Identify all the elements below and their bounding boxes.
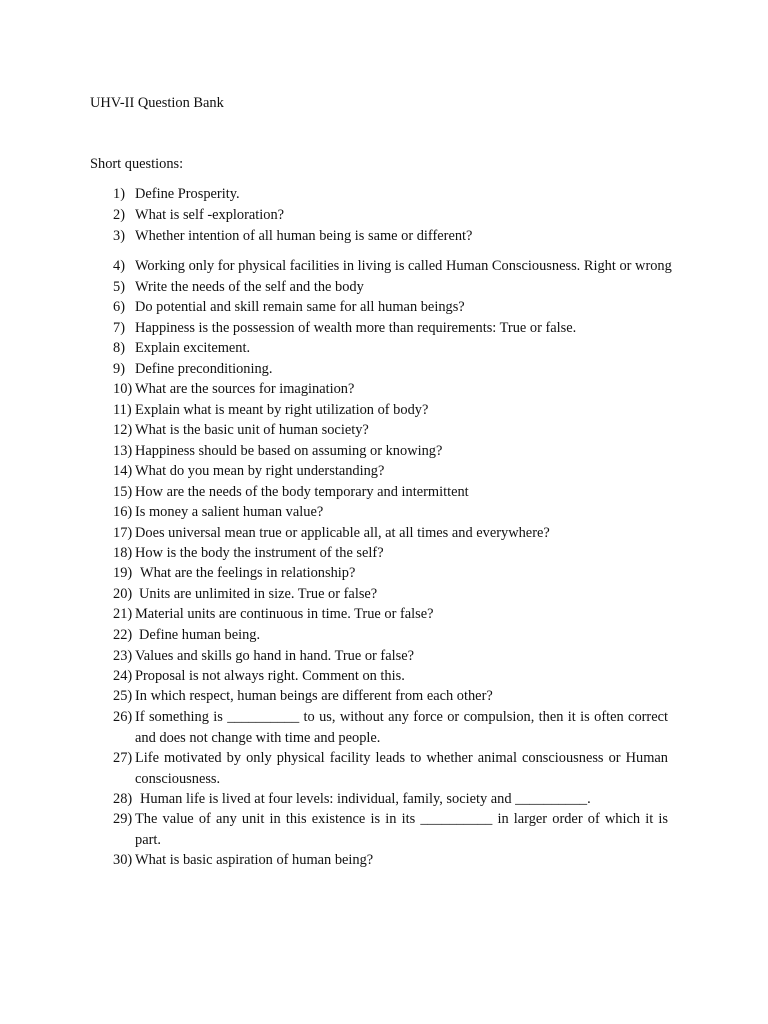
question-text: Happiness should be based on assuming or knowing? <box>135 443 443 459</box>
question-text: How are the needs of the body temporary and intermittent <box>135 484 469 500</box>
question-text: The value of any unit in this existence is in its __________ in larger order of which it is part. <box>135 811 668 848</box>
question-number: 22) <box>113 627 133 643</box>
question-text: Working only for physical facilities in living is called Human Consciousness. Right or wrong <box>135 258 672 274</box>
question-text: Explain what is meant by right utilization of body? <box>135 402 429 418</box>
question-text: Explain excitement. <box>135 340 251 356</box>
question-number: 19) <box>113 565 133 581</box>
question-text: Proposal is not always right. Comment on this. <box>135 668 405 684</box>
question-number: 13) <box>113 443 133 459</box>
question-text: Values and skills go hand in hand. True or false? <box>135 648 414 664</box>
question-number: 16) <box>113 504 133 520</box>
question-text: What are the sources for imagination? <box>135 381 355 397</box>
question-text: In which respect, human beings are different from each other? <box>135 688 493 704</box>
section-heading: Short questions: <box>90 156 184 172</box>
question-text: What is the basic unit of human society? <box>135 422 369 438</box>
question-number: 27) <box>113 750 133 766</box>
question-text: Define Prosperity. <box>135 186 240 202</box>
question-number: 15) <box>113 484 133 500</box>
question-number: 17) <box>113 525 133 541</box>
question-text: What do you mean by right understanding? <box>135 463 385 479</box>
question-number: 18) <box>113 545 133 561</box>
question-number: 9) <box>113 361 125 377</box>
question-text: How is the body the instrument of the self? <box>135 545 384 561</box>
question-text: Units are unlimited in size. True or false? <box>139 586 378 602</box>
question-number: 28) <box>113 791 133 807</box>
question-text: What is self -exploration? <box>135 207 285 223</box>
question-text: Human life is lived at four levels: individual, family, society and __________. <box>140 791 591 807</box>
question-text: Material units are continuous in time. True or false? <box>135 606 434 622</box>
question-number: 23) <box>113 648 133 664</box>
question-number: 11) <box>113 402 132 418</box>
question-number: 14) <box>113 463 133 479</box>
question-text: Define preconditioning. <box>135 361 273 377</box>
question-number: 26) <box>113 709 133 725</box>
question-number: 6) <box>113 299 125 315</box>
question-text: What is basic aspiration of human being? <box>135 852 374 868</box>
question-text: Life motivated by only physical facility leads to whether animal consciousness or Human consciousness. <box>135 750 668 787</box>
question-text: Whether intention of all human being is same or different? <box>135 228 473 244</box>
question-number: 24) <box>113 668 133 684</box>
question-number: 29) <box>113 811 133 827</box>
question-number: 25) <box>113 688 133 704</box>
document-title: UHV-II Question Bank <box>90 95 224 111</box>
question-number: 12) <box>113 422 133 438</box>
question-number: 10) <box>113 381 133 397</box>
question-number: 21) <box>113 606 133 622</box>
question-number: 30) <box>113 852 133 868</box>
question-text: Write the needs of the self and the body <box>135 279 364 295</box>
question-number: 20) <box>113 586 133 602</box>
question-number: 2) <box>113 207 125 223</box>
question-text: Happiness is the possession of wealth more than requirements: True or false. <box>135 320 577 336</box>
question-number: 4) <box>113 258 125 274</box>
question-text: If something is __________ to us, without any force or compulsion, then it is often correct and does not change with time and people. <box>135 709 668 746</box>
question-text: Do potential and skill remain same for all human beings? <box>135 299 465 315</box>
question-number: 1) <box>113 186 125 202</box>
question-text: Define human being. <box>139 627 261 643</box>
question-number: 8) <box>113 340 125 356</box>
question-text: Does universal mean true or applicable all, at all times and everywhere? <box>135 525 550 541</box>
question-text: Is money a salient human value? <box>135 504 324 520</box>
question-number: 7) <box>113 320 125 336</box>
question-text: What are the feelings in relationship? <box>140 565 356 581</box>
question-number: 3) <box>113 228 125 244</box>
question-number: 5) <box>113 279 125 295</box>
